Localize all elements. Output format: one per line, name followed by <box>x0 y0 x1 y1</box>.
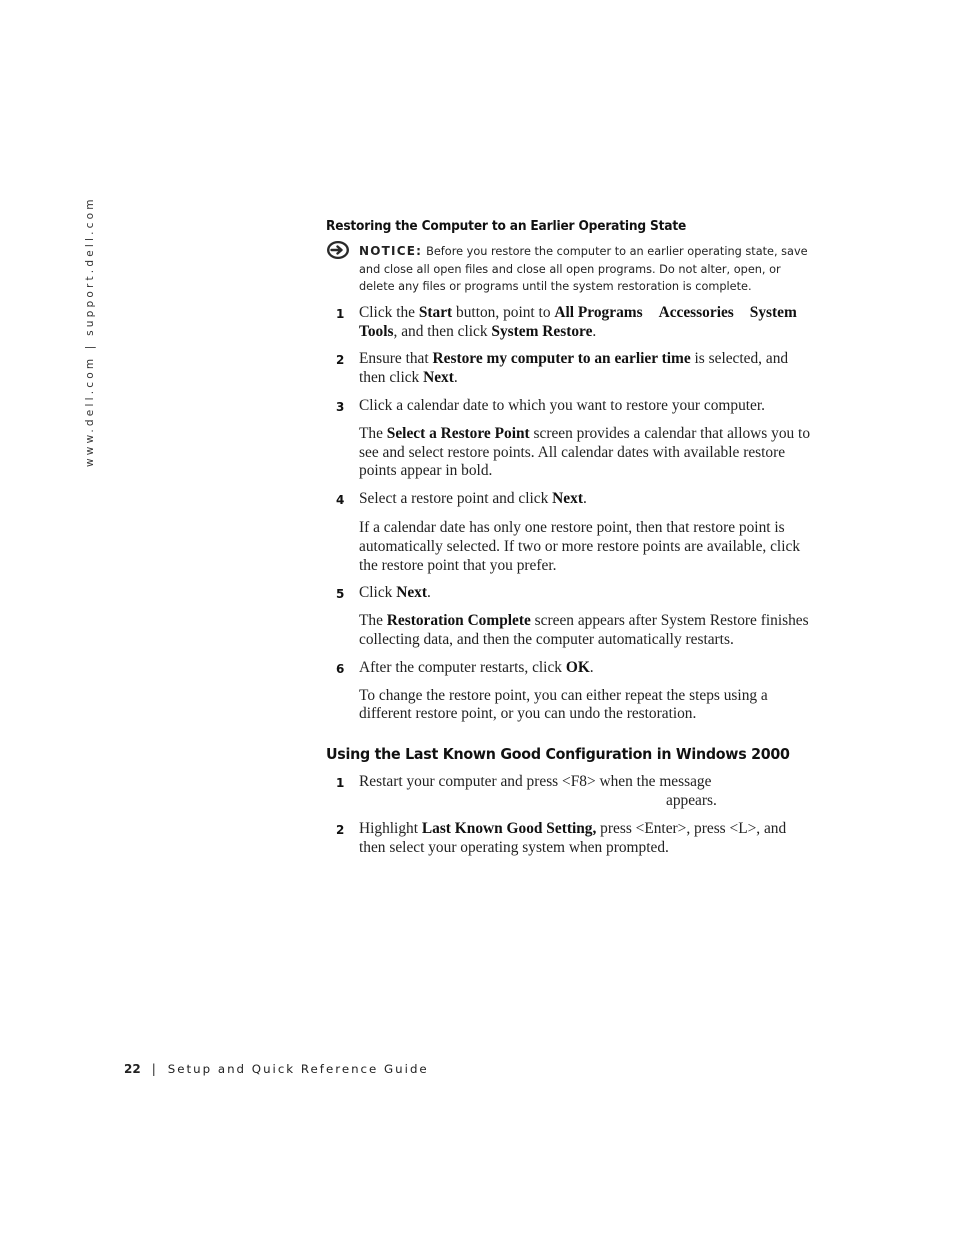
restoration-complete-term: Restoration Complete <box>386 612 531 630</box>
step-number: 4 <box>336 493 345 508</box>
next-term: Next <box>396 584 427 602</box>
step-number: 1 <box>336 776 345 791</box>
notice-label: NOTICE: <box>359 244 423 258</box>
next-term: Next <box>552 490 583 508</box>
step-1: 1 Click the Start button, point to All Programs Accessories System Tools, and then click System Restore. <box>336 303 797 340</box>
page-number: 22 <box>124 1062 141 1076</box>
step-number: 5 <box>336 587 345 602</box>
footer-separator: | <box>151 1062 156 1076</box>
restore-option-term: Restore my computer to an earlier time <box>432 350 691 368</box>
step-4: 4 Select a restore point and click Next. <box>326 490 812 509</box>
notice-text: Before you restore the computer to an earlier operating state, save and close all open files and close all open programs. Do not alter, open, or delete any files or programs until the system restoration is complete. <box>359 245 808 294</box>
step-3: 3 Click a calendar date to which you want to restore your computer. <box>326 397 812 416</box>
step-5: 5 Click Next. <box>326 584 812 603</box>
lkg-step-2: 2 Highlight Last Known Good Setting, press <Enter>, press <L>, and then select your operating system when prompted. <box>336 819 787 856</box>
accessories-term: Accessories <box>658 303 734 321</box>
system-restore-term: System Restore <box>491 322 593 340</box>
step-5-note: The Restoration Complete screen appears after System Restore finishes collecting data, and then the computer automatically restarts. <box>359 612 809 648</box>
notice-block <box>326 243 812 296</box>
section-heading-restoring: Restoring the Computer to an Earlier Operating State <box>326 219 687 234</box>
step-6: 6 After the computer restarts, click OK. <box>326 659 812 678</box>
step-number: 6 <box>336 661 345 676</box>
step-number: 2 <box>336 353 345 368</box>
step-number: 1 <box>336 306 345 321</box>
step-number: 3 <box>336 399 345 414</box>
step-4-note: If a calendar date has only one restore point, then that restore point is automatically selected. If two or more restore points are available, click the restore point that you prefer. <box>359 518 801 574</box>
start-term: Start <box>418 303 453 321</box>
next-term: Next <box>423 369 454 387</box>
notice-icon <box>326 240 350 260</box>
all-programs-term: All Programs <box>554 303 643 321</box>
footer-title: Setup and Quick Reference Guide <box>167 1062 429 1076</box>
step-number: 2 <box>336 822 345 837</box>
page-content <box>326 219 812 857</box>
side-url: www.dell.com | support.dell.com <box>84 196 96 467</box>
last-known-good-term: Last Known Good Setting, <box>421 819 597 837</box>
section-heading-last-known-good: Using the Last Known Good Configuration in Windows 2000 <box>326 745 790 764</box>
step-6-note: To change the restore point, you can either repeat the steps using a different restore point, or you can undo the restoration. <box>359 686 768 723</box>
step-3-note: The Select a Restore Point screen provides a calendar that allows you to see and select restore points. All calendar dates with available restore points appear in bold. <box>359 424 811 480</box>
step-2: 2 Ensure that Restore my computer to an earlier time is selected, and then click Next. <box>336 350 789 387</box>
lkg-step-1: 1 Restart your computer and press <F8> when the message appears. <box>336 773 717 809</box>
page-footer <box>124 1062 429 1076</box>
system-tools-term: System Tools <box>359 303 797 340</box>
select-restore-point-term: Select a Restore Point <box>386 424 530 442</box>
ok-term: OK <box>565 658 590 676</box>
